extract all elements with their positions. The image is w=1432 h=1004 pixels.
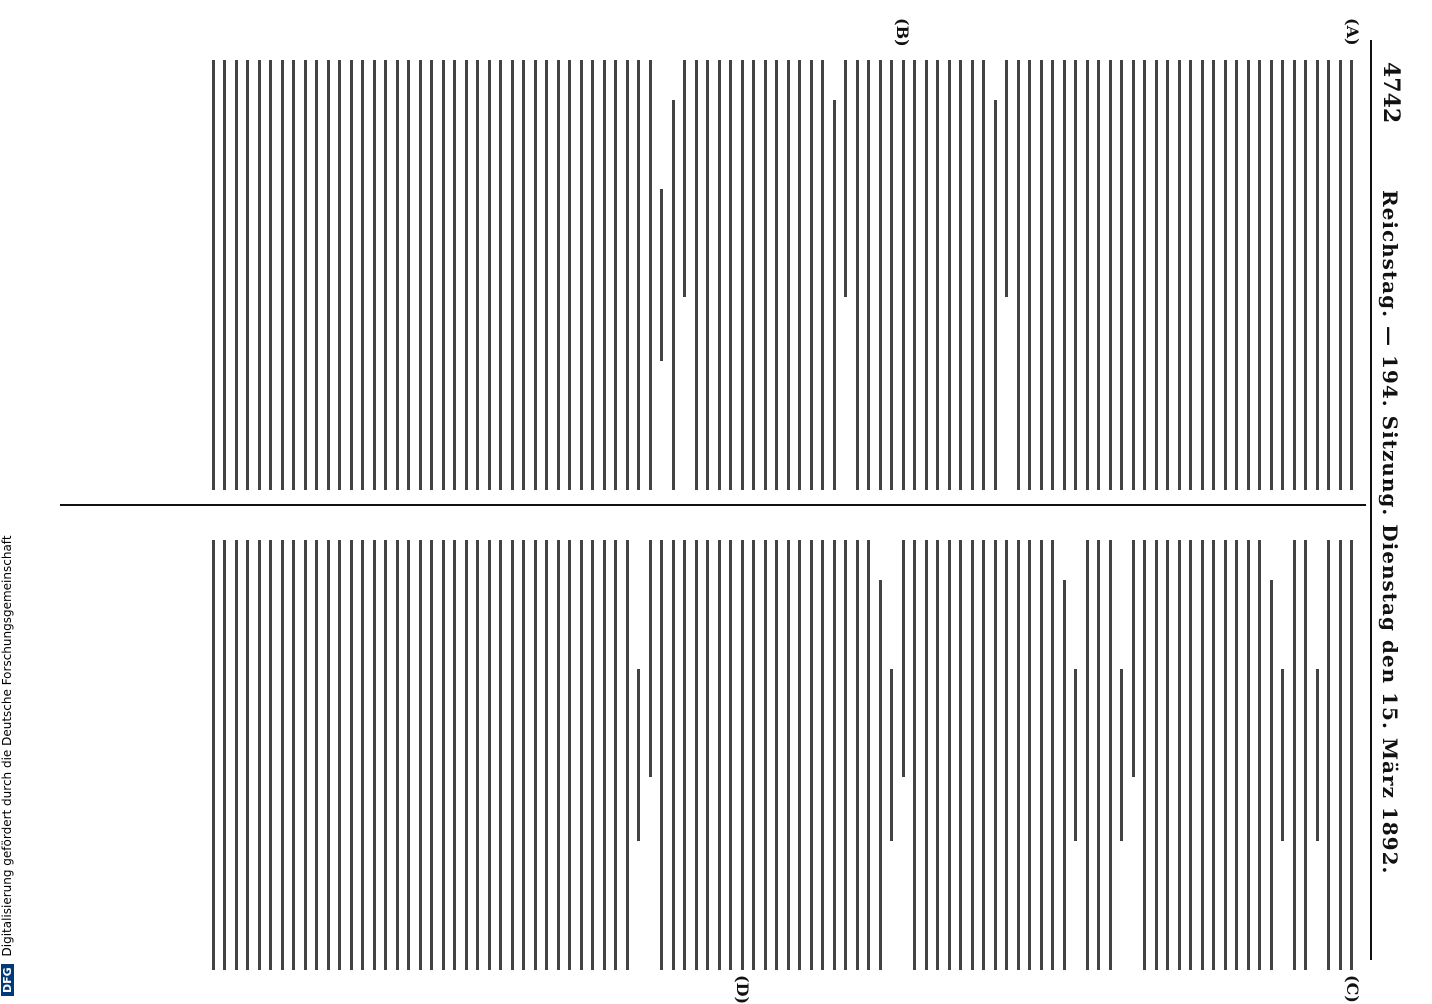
text-line <box>1155 60 1158 490</box>
text-line <box>1029 540 1032 970</box>
digitization-text: Digitalisierung gefördert durch die Deutsche Forschungsgemeinschaft <box>0 535 14 957</box>
margin-mark-c: (C) <box>1343 975 1362 1003</box>
text-line <box>1178 60 1181 490</box>
text-line <box>569 60 572 490</box>
text-line <box>914 540 917 970</box>
text-line <box>580 540 583 970</box>
text-line <box>465 540 468 970</box>
text-line <box>868 60 871 490</box>
text-line <box>1293 540 1296 970</box>
text-line <box>557 540 560 970</box>
text-line <box>845 540 848 970</box>
text-line <box>960 60 963 490</box>
text-line <box>488 540 491 970</box>
text-line <box>799 540 802 970</box>
text-line <box>454 60 457 490</box>
text-line <box>224 60 227 490</box>
text-line <box>1167 540 1170 970</box>
text-line <box>799 60 802 490</box>
text-line <box>1224 60 1227 490</box>
text-line <box>615 60 618 490</box>
text-line <box>339 60 342 490</box>
text-line <box>1086 60 1089 490</box>
text-line <box>546 60 549 490</box>
text-line <box>454 540 457 970</box>
text-line <box>1075 669 1078 841</box>
text-line <box>1121 669 1124 841</box>
text-line <box>442 540 445 970</box>
text-line <box>603 60 606 490</box>
text-line <box>856 60 859 490</box>
text-line <box>557 60 560 490</box>
text-line <box>1155 540 1158 970</box>
text-line <box>408 540 411 970</box>
page-header <box>1370 40 1408 960</box>
text-line <box>419 540 422 970</box>
text-line <box>764 60 767 490</box>
text-line <box>235 60 238 490</box>
text-line <box>419 60 422 490</box>
text-line <box>695 540 698 970</box>
text-line <box>891 60 894 490</box>
text-line <box>1316 60 1319 490</box>
text-line <box>787 60 790 490</box>
text-line <box>1052 540 1055 970</box>
text-line <box>1201 540 1204 970</box>
text-line <box>1040 540 1043 970</box>
text-line <box>224 540 227 970</box>
text-line <box>247 60 250 490</box>
text-line <box>1259 60 1262 490</box>
text-line <box>1282 60 1285 490</box>
text-line <box>1040 60 1043 490</box>
page-number: 4742 <box>1378 62 1404 124</box>
text-line <box>327 60 330 490</box>
text-line <box>833 100 836 490</box>
text-line <box>592 540 595 970</box>
text-line <box>1017 60 1020 490</box>
text-line <box>270 540 273 970</box>
text-line <box>695 60 698 490</box>
text-line <box>1006 60 1009 297</box>
text-line <box>546 540 549 970</box>
text-line <box>902 540 905 777</box>
text-line <box>1109 540 1112 970</box>
text-line <box>1305 540 1308 970</box>
text-line <box>258 60 261 490</box>
text-line <box>304 60 307 490</box>
margin-mark-b: (B) <box>893 18 912 47</box>
text-line <box>948 60 951 490</box>
text-line <box>925 60 928 490</box>
text-line <box>845 60 848 297</box>
text-line <box>1006 540 1009 970</box>
text-line <box>511 540 514 970</box>
text-line <box>385 60 388 490</box>
text-line <box>488 60 491 490</box>
text-line <box>833 540 836 970</box>
text-line <box>1063 60 1066 490</box>
text-line <box>776 60 779 490</box>
text-line <box>810 60 813 490</box>
text-line <box>937 60 940 490</box>
margin-mark-a: (A) <box>1343 18 1362 46</box>
text-line <box>362 60 365 490</box>
text-line <box>1052 60 1055 490</box>
column-separator <box>60 504 1366 506</box>
text-line <box>741 540 744 970</box>
text-line <box>350 60 353 490</box>
text-line <box>281 60 284 490</box>
text-line <box>1328 540 1331 970</box>
text-line <box>879 60 882 490</box>
text-line <box>316 540 319 970</box>
text-line <box>753 60 756 490</box>
text-line <box>937 540 940 970</box>
text-line <box>718 540 721 970</box>
text-line <box>1190 60 1193 490</box>
text-line <box>672 100 675 490</box>
text-line <box>1190 540 1193 970</box>
text-line <box>626 60 629 490</box>
text-line <box>925 540 928 970</box>
text-line <box>1270 60 1273 490</box>
text-line <box>822 540 825 970</box>
text-line <box>1167 60 1170 490</box>
text-line <box>1339 60 1342 490</box>
left-column <box>204 60 1363 490</box>
text-line <box>856 540 859 970</box>
text-line <box>638 669 641 841</box>
text-line <box>281 540 284 970</box>
text-line <box>638 60 641 490</box>
text-line <box>477 540 480 970</box>
text-line <box>1351 540 1354 970</box>
text-line <box>1121 60 1124 490</box>
right-column <box>204 540 1363 970</box>
text-line <box>511 60 514 490</box>
text-line <box>649 60 652 490</box>
text-line <box>948 540 951 970</box>
text-line <box>1224 540 1227 970</box>
text-line <box>971 540 974 970</box>
text-line <box>615 540 618 970</box>
running-head: Reichstag. — 194. Sitzung. Dienstag den 15. März 1892. <box>1378 190 1402 875</box>
text-line <box>1293 60 1296 490</box>
text-line <box>707 540 710 970</box>
text-line <box>672 540 675 970</box>
digitization-note <box>0 0 22 1000</box>
text-line <box>500 540 503 970</box>
text-line <box>523 60 526 490</box>
text-line <box>603 540 606 970</box>
text-line <box>293 540 296 970</box>
text-line <box>1017 540 1020 970</box>
text-line <box>477 60 480 490</box>
text-line <box>534 60 537 490</box>
text-line <box>442 60 445 490</box>
text-line <box>649 540 652 777</box>
text-line <box>822 60 825 490</box>
text-line <box>396 540 399 970</box>
text-line <box>1316 669 1319 841</box>
text-line <box>684 60 687 297</box>
text-line <box>1270 580 1273 970</box>
text-line <box>1063 580 1066 970</box>
text-line <box>810 540 813 970</box>
text-line <box>1213 60 1216 490</box>
text-line <box>592 60 595 490</box>
text-line <box>741 60 744 490</box>
text-line <box>730 540 733 970</box>
text-line <box>304 540 307 970</box>
text-line <box>1132 540 1135 777</box>
text-line <box>1247 60 1250 490</box>
text-line <box>914 60 917 490</box>
text-line <box>684 540 687 970</box>
text-line <box>350 540 353 970</box>
text-line <box>247 540 250 970</box>
dfg-logo: DFG <box>1 964 14 996</box>
text-line <box>1144 540 1147 970</box>
text-line <box>1259 540 1262 970</box>
text-line <box>258 540 261 970</box>
text-line <box>1144 60 1147 490</box>
text-line <box>362 540 365 970</box>
text-line <box>339 540 342 970</box>
text-line <box>661 540 664 970</box>
text-line <box>960 540 963 970</box>
text-line <box>902 60 905 490</box>
text-line <box>891 669 894 841</box>
text-line <box>580 60 583 490</box>
text-line <box>1305 60 1308 490</box>
text-line <box>787 540 790 970</box>
text-line <box>396 60 399 490</box>
text-line <box>1247 540 1250 970</box>
text-line <box>994 100 997 490</box>
text-line <box>523 540 526 970</box>
text-line <box>534 540 537 970</box>
text-line <box>626 540 629 970</box>
text-line <box>1328 60 1331 490</box>
text-line <box>1236 60 1239 490</box>
text-line <box>1098 60 1101 490</box>
text-line <box>1132 60 1135 490</box>
text-line <box>994 540 997 970</box>
text-line <box>971 60 974 490</box>
text-line <box>316 60 319 490</box>
text-line <box>1109 60 1112 490</box>
text-line <box>212 540 215 970</box>
margin-mark-d: (D) <box>733 975 752 1004</box>
text-line <box>753 540 756 970</box>
text-line <box>1029 60 1032 490</box>
text-line <box>1098 540 1101 970</box>
text-line <box>431 60 434 490</box>
text-line <box>764 540 767 970</box>
text-line <box>730 60 733 490</box>
text-line <box>1178 540 1181 970</box>
text-line <box>868 540 871 970</box>
text-line <box>1075 60 1078 490</box>
text-line <box>1282 669 1285 841</box>
text-line <box>500 60 503 490</box>
text-line <box>776 540 779 970</box>
text-line <box>879 580 882 970</box>
text-line <box>373 60 376 490</box>
text-line <box>983 60 986 490</box>
text-line <box>983 540 986 970</box>
text-line <box>1351 60 1354 490</box>
text-line <box>718 60 721 490</box>
text-line <box>1201 60 1204 490</box>
text-line <box>212 60 215 490</box>
text-line <box>569 540 572 970</box>
text-line <box>270 60 273 490</box>
text-line <box>293 60 296 490</box>
text-line <box>408 60 411 490</box>
text-line <box>235 540 238 970</box>
text-line <box>661 189 664 361</box>
text-line <box>385 540 388 970</box>
text-line <box>373 540 376 970</box>
text-line <box>431 540 434 970</box>
text-line <box>1339 540 1342 970</box>
text-line <box>327 540 330 970</box>
text-line <box>1236 540 1239 970</box>
text-line <box>707 60 710 490</box>
text-line <box>1086 540 1089 970</box>
text-line <box>1213 540 1216 970</box>
text-line <box>465 60 468 490</box>
